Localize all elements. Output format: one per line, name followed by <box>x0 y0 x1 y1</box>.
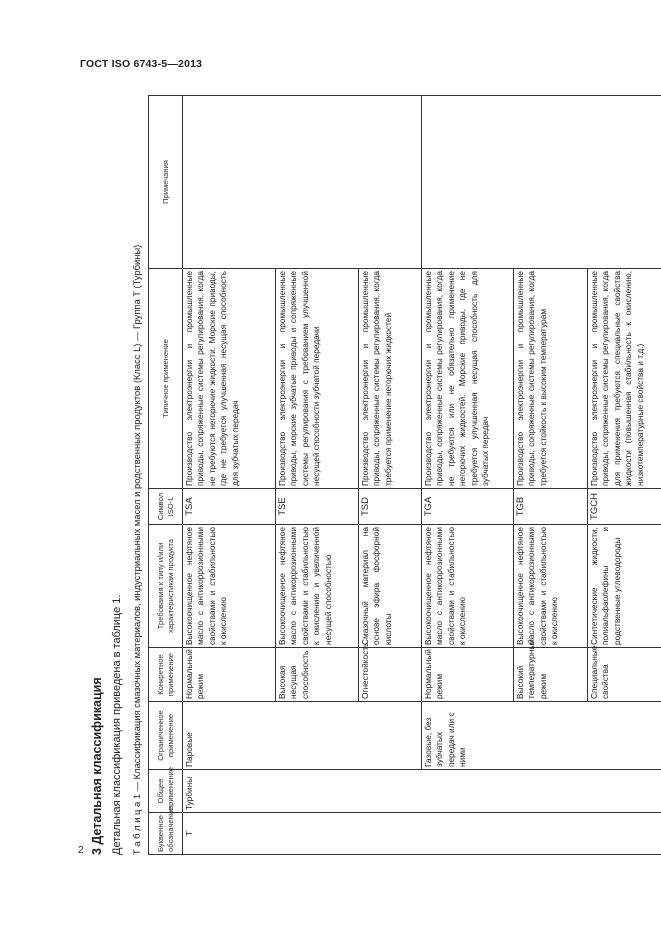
symbol-cell: TGB <box>514 489 588 525</box>
header-specific: Конкретное применение <box>149 648 183 702</box>
letter-cell: T <box>183 813 661 855</box>
symbol-cell: TGCH <box>588 489 661 525</box>
table-row <box>183 96 276 855</box>
requirements-cell: Смазочный материал на основе эфира фосфорной кислоты <box>359 525 422 648</box>
typical-cell: Производство электроэнергии и промышленные приводы, сопряженные системы регулирования, когда не требуются или не обязательно применение негорючих жидкостей. Морские приводы, где не требуется улучшенная несущая способность для зубчатых передач <box>422 269 514 489</box>
general-cell: Турбины <box>183 770 661 813</box>
requirements-cell: Высокоочищенное нефтяное масло с антикоррозионными свойствами и стабильностью к окислению <box>183 525 276 648</box>
header-limited: Ограниченное применение <box>149 702 183 770</box>
symbol-cell: TGA <box>422 489 514 525</box>
limited-cell: Паровые <box>183 702 422 770</box>
notes-cell <box>183 96 422 269</box>
page-number: 2 <box>78 845 84 856</box>
symbol-cell: TSD <box>359 489 422 525</box>
symbol-cell: TSA <box>183 489 276 525</box>
table-row <box>422 96 514 855</box>
typical-cell: Производство электроэнергии и промышленные приводы, сопряженные системы регулирования, когда требуется применение негорючих жидкостей <box>359 269 422 489</box>
header-requirements: Требования к типу и/или характеристикам продукта <box>149 525 183 648</box>
requirements-cell: Высокоочищенное нефтяное масло с антикоррозионными свойствами и стабильностью к окислению и увеличенной несущей способностью <box>276 525 359 648</box>
typical-cell: Производство электроэнергии и промышленные приводы, сопряженные системы регулирования, когда не требуются негорючие жидкости. Морские приводы, где не требуется улучшенная несущая способность для зубчатых передач <box>183 269 276 489</box>
header-symbol: Символ ISO-L <box>149 489 183 525</box>
rotated-content <box>80 55 645 855</box>
table-header-row <box>149 96 183 855</box>
header-typical: Типичное применение <box>149 269 183 489</box>
specific-cell: Специальные свойства <box>588 648 661 702</box>
typical-cell: Производство электроэнергии и промышленные приводы, сопряженные системы регулирования, когда требуется стойкость к высоким температурам <box>514 269 588 489</box>
specific-cell: Огнестойкость <box>359 648 422 702</box>
symbol-cell: TSE <box>276 489 359 525</box>
table-caption: Т а б л и ц а 1 — Классификация смазочных материалов, индустриальных масел и родственных продуктов (Класс L) — Группа T (Турбины) <box>131 244 142 855</box>
document-header: ГОСТ ISO 6743-5—2013 <box>80 58 203 70</box>
specific-cell: Высокий температурный режим <box>514 648 588 702</box>
requirements-cell: Высокоочищенное нефтяное масло с антикоррозионными свойствами и стабильностью к окислению <box>514 525 588 648</box>
header-general: Общее применение <box>149 770 183 813</box>
specific-cell: Нормальный режим <box>183 648 276 702</box>
section-title: 3 Детальная классификация <box>90 677 104 855</box>
header-letter: Буквенное обозначение <box>149 813 183 855</box>
header-notes: Примечания <box>149 96 183 269</box>
typical-cell: Производство электроэнергии и промышленные приводы, сопряженные системы регулирования, когда для применения требуются специальные свойства жидкости (повышенная стабильность к окислению, низкотемпературные свойства и т.д.) <box>588 269 661 489</box>
requirements-cell: Синтетические жидкости, полиальфаолефины и родственные углеводороды <box>588 525 661 648</box>
notes-cell <box>422 96 661 269</box>
limited-cell: Газовые, без зубчатых передач или с ними <box>422 702 661 770</box>
classification-table <box>148 95 661 855</box>
typical-cell: Производство электроэнергии и промышленные приводы, морские зубчатые приводы и сопряженные системы регулирования с требованием улучшенной несущей способности зубчатой передачи <box>276 269 359 489</box>
specific-cell: Высокая несущая способность <box>276 648 359 702</box>
intro-text: Детальная классификация приведена в таблице 1. <box>111 594 123 855</box>
requirements-cell: Высокоочищенное нефтяное масло с антикоррозионными свойствами и стабильностью к окислению <box>422 525 514 648</box>
specific-cell: Нормальный режим <box>422 648 514 702</box>
